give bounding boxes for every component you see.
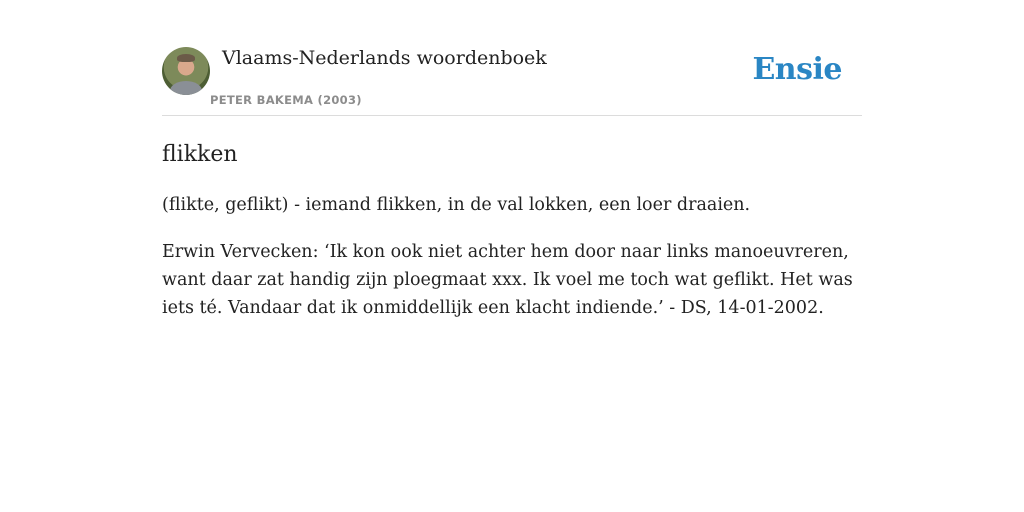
entry-headword: flikken — [162, 142, 238, 167]
entry-definition: (flikte, geflikt) - iemand flikken, in de val lokken, een loer draaien. — [162, 195, 751, 215]
entry-content — [162, 140, 862, 322]
entry-example: Erwin Vervecken: ‘Ik kon ook niet achter hem door naar links manoeuvreren, want daar zat handig zijn ploegmaat xxx. Ik voel me toch wat geflikt. Het was iets té. Vandaar dat ik onmiddellijk een klacht indiende.’ - DS, 14-01-2002. — [162, 242, 853, 318]
avatar-shirt — [170, 81, 202, 95]
dictionary-title-link[interactable]: Vlaams-Nederlands woordenboek — [222, 47, 547, 69]
author-name: PETER BAKEMA (2003) — [210, 93, 362, 107]
dictionary-header — [162, 46, 862, 116]
avatar-hair — [177, 54, 195, 62]
author-avatar[interactable] — [162, 47, 210, 95]
ensie-logo-link[interactable]: Ensie — [752, 52, 842, 87]
